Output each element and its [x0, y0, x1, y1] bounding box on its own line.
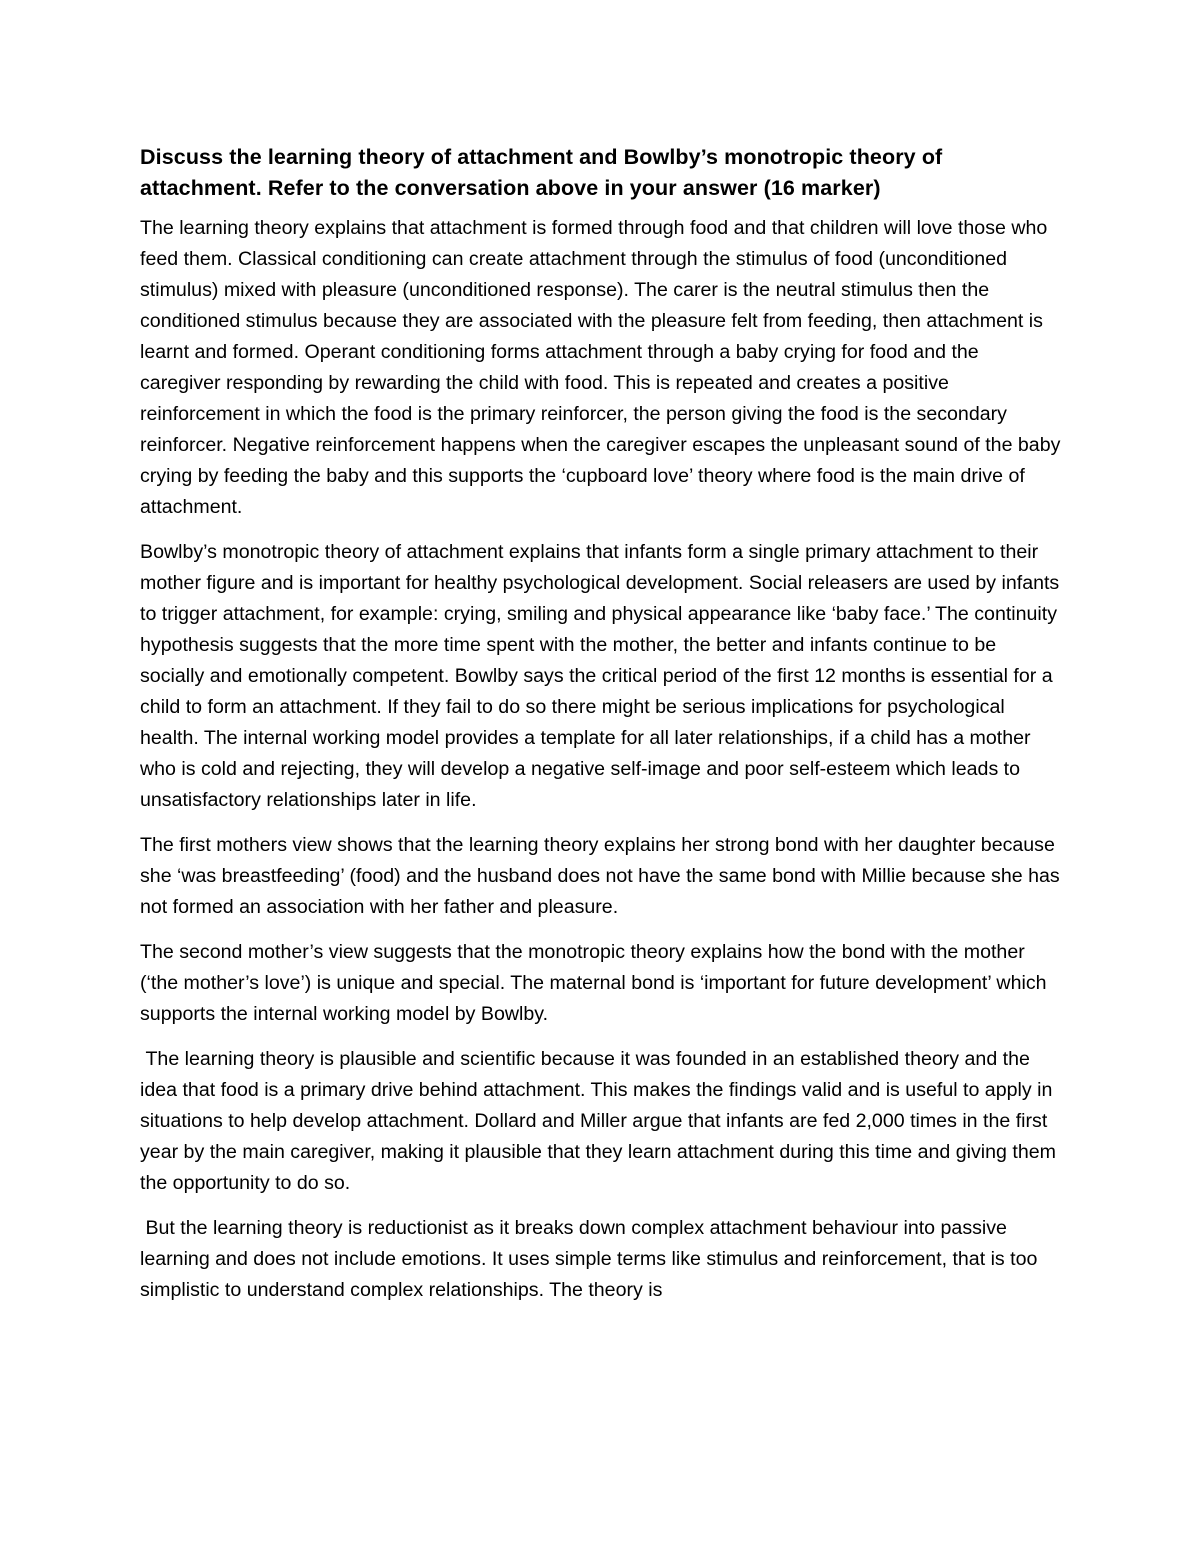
document-body [140, 142, 1066, 1320]
paragraph-learning-theory-evaluation-strength: The learning theory is plausible and scientific because it was founded in an established theory and the idea that food is a primary drive behind attachment. This makes the findings valid and is useful to apply in situations to help develop attachment. Dollard and Miller argue that infants are fed 2,000 times in the first year by the main caregiver, making it plausible that they learn attachment during this time and giving them the opportunity to do so. [140, 1048, 1062, 1194]
paragraph-second-mother-view: The second mother’s view suggests that the monotropic theory explains how the bond with the mother (‘the mother’s love’) is unique and special. The maternal bond is ‘important for future development’ which supports the internal working model by Bowlby. [140, 941, 1052, 1025]
paragraph-learning-theory-evaluation-weakness: But the learning theory is reductionist as it breaks down complex attachment behaviour into passive learning and does not include emotions. It uses simple terms like stimulus and reinforcement, that is too simplistic to understand complex relationships. The theory is [140, 1217, 1043, 1301]
paragraph-bowlby-monotropic: Bowlby’s monotropic theory of attachment explains that infants form a single primary attachment to their mother figure and is important for healthy psychological development. Social releasers are used by infants to trigger attachment, for example: crying, smiling and physical appearance like ‘baby face.’ The continuity hypothesis suggests that the more time spent with the mother, the better and infants continue to be socially and emotionally competent. Bowlby says the critical period of the first 12 months is essential for a child to form an attachment. If they fail to do so there might be serious implications for psychological health. The internal working model provides a template for all later relationships, if a child has a mother who is cold and rejecting, they will develop a negative self-image and poor self-esteem which leads to unsatisfactory relationships later in life. [140, 541, 1065, 811]
paragraph-first-mother-view: The first mothers view shows that the learning theory explains her strong bond with her daughter because she ‘was breastfeeding’ (food) and the husband does not have the same bond with Millie because she has not formed an association with her father and pleasure. [140, 834, 1066, 918]
essay-question-heading: Discuss the learning theory of attachment and Bowlby’s monotropic theory of attachment. Refer to the conversation above in your answer (16 marker) [140, 145, 943, 200]
paragraph-learning-theory: The learning theory explains that attachment is formed through food and that children will love those who feed them. Classical conditioning can create attachment through the stimulus of food (unconditioned stimulus) mixed with pleasure (unconditioned response). The carer is the neutral stimulus then the conditioned stimulus because they are associated with the pleasure felt from feeding, then attachment is learnt and formed. Operant conditioning forms attachment through a baby crying for food and the caregiver responding by rewarding the child with food. This is repeated and creates a positive reinforcement in which the food is the primary reinforcer, the person giving the food is the secondary reinforcer. Negative reinforcement happens when the caregiver escapes the unpleasant sound of the baby crying by feeding the baby and this supports the ‘cupboard love’ theory where food is the main drive of attachment. [140, 217, 1066, 518]
